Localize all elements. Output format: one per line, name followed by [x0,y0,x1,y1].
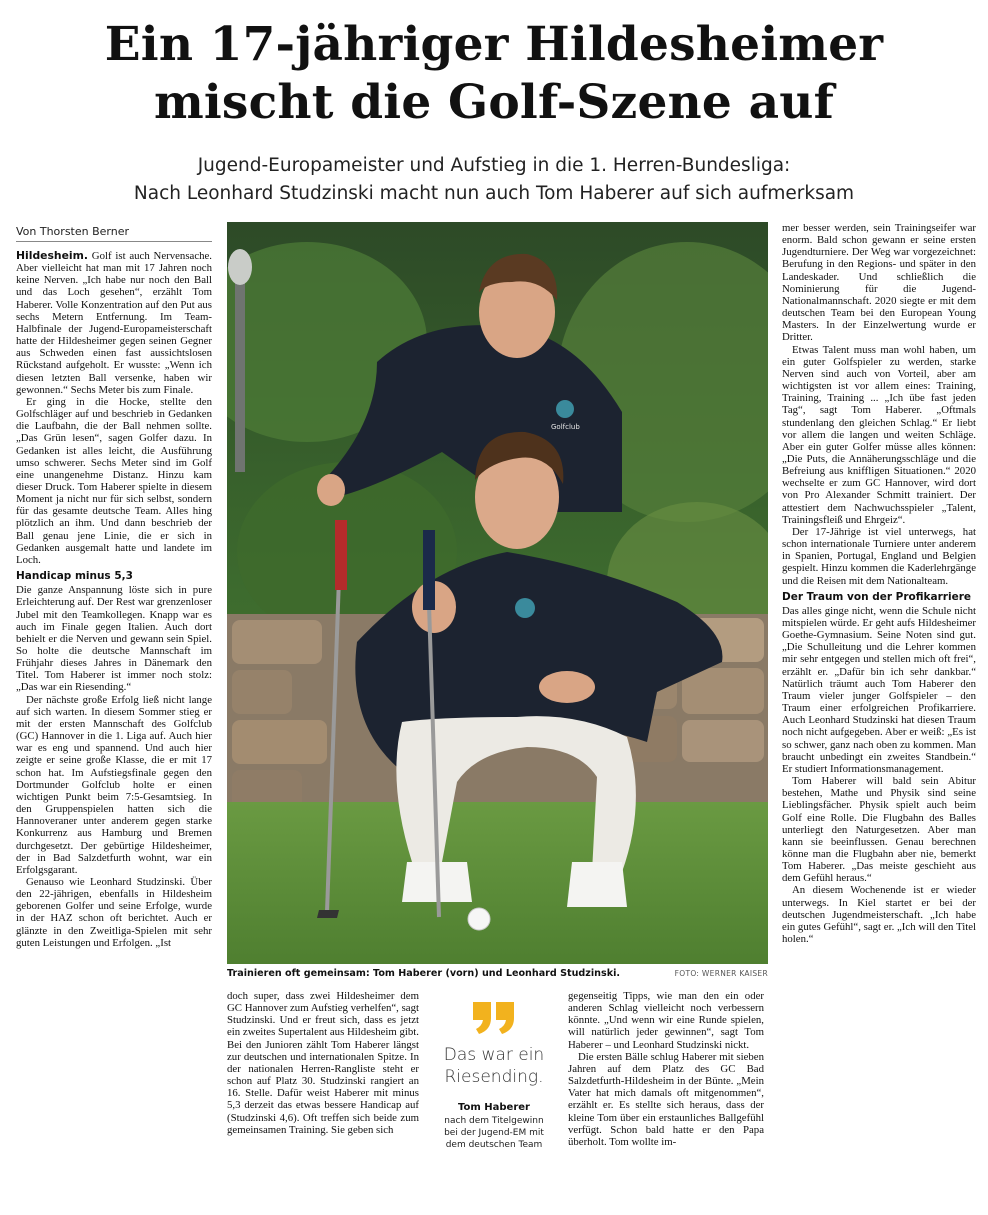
subheading: Handicap minus 5,3 [16,570,133,583]
photo-credit: FOTO: WERNER KAISER [674,969,768,978]
headline [20,16,968,132]
article-column-3 [568,990,764,1205]
paragraph: Das alles ginge nicht, wenn die Schule nicht mitspielen würde. Er geht aufs Hildesheimer Goethe-Gymnasium. Seine Noten sind gut. „Die Schulleitung und die Lehrer kommen mir sehr entgegen und stellen mich oft frei“, erzählt er. „Dafür bin ich sehr dankbar.“ Natürlich träumt auch Tom Haberer den Traum vieler junger Golfspieler – den Traum einer erfolgreichen Profikarriere. Auch Leonhard Studzinski hat diesen Traum noch nicht aufgegeben. Aber er weiß: „Es ist so schwer, ganz nach oben zu kommen. Man braucht unbedingt ein zweites Standbein.“ Er studiert Informationsmanagement. [782,604,976,775]
quote-author: Tom Haberer [458,1102,530,1113]
photo-caption [227,966,768,982]
dateline: Hildesheim. [16,250,88,262]
subhead-line-2: Nach Leonhard Studzinski macht nun auch Tom Haberer auf sich aufmerksam [133,183,855,204]
subheadline [20,152,968,208]
club-logo [556,400,574,418]
putter-grip [423,530,435,610]
article-column-4 [782,222,976,1205]
putting-green [227,802,768,964]
pull-quote [432,1000,556,1151]
paragraph: Der 17-Jährige ist viel unterwegs, hat schon internationale Turniere unter anderem in Spanien, Portugal, England und Belgien gespielt. Hinzu kommen die Kaderlehrgänge und die Reisen mit dem Nationalteam. [782,525,976,587]
quote-text [432,1044,556,1088]
paragraph: Er ging in die Hocke, stellte den Golfschläger auf und beschrieb in Gedanken die Laufbahn, die der Ball nehmen sollte. „Das Grün lesen“, sagen Golfer dazu. In Gedanken ist alles leicht, die Ausführung umso schwerer. Sechs Meter sind im Golf eine unangenehme Distanz. Hinzu kam dieser Druck. Tom Haberer spielte in diesem Moment ja nicht nur für sich selbst, sondern für das gesamte deutsche Team. Alles hing plötzlich an ihm. Und dann beschrieb der Ball genau jene Linie, die er sich in Gedanken ausgemalt hatte und landete im Loch. [16,395,212,566]
subhead-line-1: Jugend-Europameister und Aufstieg in die 1. Herren-Bundesliga: [197,155,791,176]
paragraph [16,250,212,396]
golf-ball [468,908,490,930]
quote-role-line-3: dem deutschen Team [445,1140,543,1150]
paragraph: Die ersten Bälle schlug Haberer mit sieben Jahren auf dem Platz des GC Bad Salzdetfurth-Hildesheim in der Bünte. „Mein Vater hat mich damals oft mitgenommen“, erzählt er. Es stellte sich heraus, dass der kleine Tom über ein erstaunliches Ballgefühl verfügt. Schon bald hatte er den Papa überholt. Tom wollte im- [568,1050,764,1148]
quote-role [432,1115,556,1151]
subheading: Der Traum von der Profikarriere [782,590,971,603]
article-photo [227,222,768,964]
paragraph: doch super, dass zwei Hildesheimer dem GC Hannover zum Aufstieg verhelfen“, sagt Studzinski. Und er freut sich, dass es jetzt ein zweites Supertalent aus Hildesheim gibt. Bei den Junioren zählt Tom Haberer längst zur deutschen und internationalen Spitze. In der nationalen Herren-Rangliste steht er schon auf Platz 30. Studzinski rangiert an 16. Stelle. Dafür weist Haberer mit minus 5,3 derzeit das etwas bessere Handicap auf (Studzinski 4,6). Oft treffen sich beide zum gemeinsamen Training. Sie geben sich [227,990,419,1136]
putter-grip [335,520,347,590]
paragraph: An diesem Wochenende ist er wieder unterwegs. In Kiel startet er bei der deutschen Jugendmeisterschaft. „Ich habe ein gutes Gefühl“, sagt er. „Ich will den Titel holen.“ [782,884,976,946]
club-logo [515,598,535,618]
shirt-logo-text: Golfclub [551,423,580,431]
paragraph: Die ganze Anspannung löste sich in pure Erleichterung auf. Der Rest war grenzenloser Jubel mit den Teamkollegen. Knapp war es auch im Finale gegen Italien. Auch dort behielt er die Nerven und gewann sein Spiel. So holte die deutsche Mannschaft im Frühjahr dieses Jahres in Dänemark den Titel. Tom Haberer ist immer noch stolz: „Das war ein Riesending.“ [16,584,212,694]
quote-line-1: Das war ein [443,1045,545,1065]
byline: Von Thorsten Berner [16,225,212,242]
paragraph-text: Golf ist auch Nervensache. Aber vielleicht hat man mit 17 Jahren noch keine Nerven. „Ich habe nur noch den Ball und das Loch gesehen“, erzählt Tom Haberer. Volle Konzentration auf den Put aus sechs Metern Entfernung. Im Team-Halbfinale der Jugend-Europameisterschaft hatte der Hildesheimer gegen seinen Gegner aus Schweden einen fast aussichtslosen Rückstand aufgeholt. Er wusste: „Wenn ich diesen letzten Ball versenke, haben wir gewonnen.“ Sechs Meter bis zum Finale. [16,250,212,396]
paragraph: mer besser werden, sein Trainingseifer war enorm. Bald schon gewann er seine ersten Jugendturniere. Der Weg war vorgezeichnet: Berufung in den Regions- und später in den Landeskader. Und schließlich die Nominierung für die Jugend-Nationalmannschaft. 2020 siegte er mit dem deutschen Team bei den European Young Masters. In der Einzelwertung wurde er Dritter. [782,222,976,344]
paragraph: Der nächste große Erfolg ließ nicht lange auf sich warten. In diesem Sommer stieg er mit der ersten Mannschaft des Golfclub (GC) Hannover in die 1. Liga auf. Auch hier war es eng und spannend. Und auch hier zeigte er seine große Klasse, die er mit 17 schon hat. Im Aufstiegsfinale gegen den Dortmunder Golfclub holte er einen wichtigen Punkt beim 7:5-Gesamtsieg. In den Gruppenspielen hatten sich die Hannoveraner unter anderem gegen starke Konkurrenz aus Hamburg und Bremen durchgesetzt. Der gebürtige Hildesheimer, der in Bad Salzdetfurth wohnt, war ein Erfolgsgarant. [16,693,212,876]
caption-text: Trainieren oft gemeinsam: Tom Haberer (vorn) und Leonhard Studzinski. [227,968,621,979]
paragraph: Genauso wie Leonhard Studzinski. Über den 22-jährigen, ebenfalls in Hildesheim geborenen Golfer und seine Erfolge, wurde in der HAZ schon oft berichtet. Auch er glänzte in den Zweitliga-Spielen mit sehr guten Leistungen und Erfolgen. „Ist [16,875,212,949]
shoe-right [567,862,627,907]
quote-role-line-1: nach dem Titelgewinn [444,1116,544,1126]
headline-line-1: Ein 17-jähriger Hildesheimer [104,17,884,72]
paragraph: Tom Haberer will bald sein Abitur bestehen, Mathe und Physik sind seine Lieblingsfächer. Physik spielt auch beim Golf eine Rolle. Die Flugbahn des Balles unterliegt den Naturgesetzen. Aber man kann sie beeinflussen. Genau berechnen könne man die Flugbahn aber nie, bemerkt Tom Haberer. „Das meiste geschieht aus dem Gefühl heraus.“ [782,775,976,885]
quote-mark-icon [471,1000,517,1036]
paragraph: gegenseitig Tipps, wie man den ein oder anderen Schlag vielleicht noch verbessern könnte. „Und wenn wir eine Runde spielen, will natürlich jeder gewinnen“, sagt Tom Haberer – und Leonhard Studzinski nickt. [568,990,764,1051]
headline-line-2: mischt die Golf-Szene auf [153,75,835,130]
article-column-1 [16,250,212,1205]
quote-role-line-2: bei der Jugend-EM mit [444,1128,544,1138]
quote-line-2: Riesending. [444,1067,544,1087]
lamp-post [235,262,245,472]
article-column-2 [227,990,419,1205]
paragraph: Etwas Talent muss man wohl haben, um ein guter Golfspieler zu werden, starke Nerven sind auch von Vorteil, aber am wichtigsten ist vor allem eines: Training, Training, Training ... „Ich übe fast jeden Tag“, sagt Tom Haberer. „Oftmals stundenlang den gleichen Schlag.“ Er liebt vor allem die langen und weiten Schläge. Aber ein guter Golfer müsse alles können: „Die Puts, die Annäherungsschläge und die Befreiung aus kniffligen Situationen.“ 2020 wechselte er zum GC Hannover, wird dort von Pro Alexander Schmitt trainiert. Der attestiert dem Nachwuchsspieler „Talent, Trainingsfleiß und Ehrgeiz“. [782,343,976,526]
golfers-photo [227,222,768,964]
